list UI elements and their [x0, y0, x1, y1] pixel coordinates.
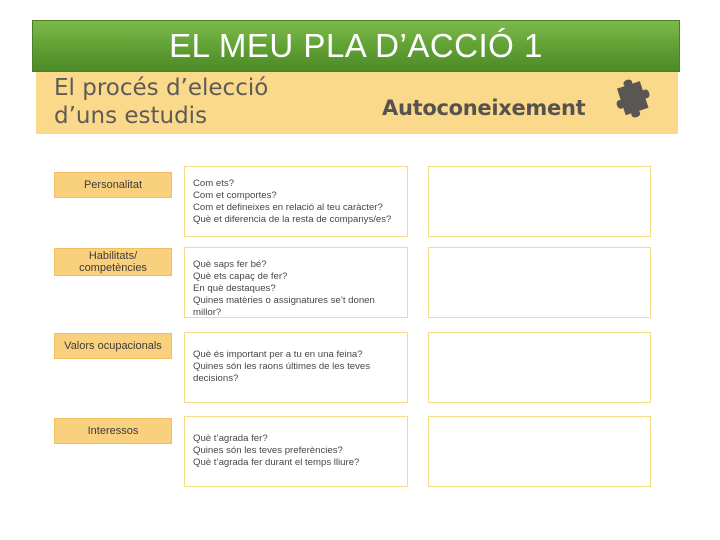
worksheet-title-line1: El procés d’elecció: [54, 75, 269, 101]
questions-valors: [184, 332, 408, 403]
question: Quines són les raons últimes de les teves: [193, 361, 371, 372]
label-personalitat: Personalitat: [54, 172, 172, 198]
puzzle-icon: [606, 76, 662, 128]
questions-personalitat: [184, 166, 408, 237]
question: En què destaques?: [193, 283, 276, 294]
label-habilitats-line2: competències: [79, 262, 147, 274]
worksheet-header: [36, 72, 678, 134]
answer-box-valors[interactable]: [428, 332, 651, 403]
question: Quines matèries o assignatures se’t donen: [193, 295, 375, 306]
question: millor?: [193, 307, 222, 318]
question: Què t’agrada fer durant el temps lliure?: [193, 457, 360, 468]
question: Quines són les teves preferències?: [193, 445, 343, 456]
questions-habilitats: [184, 247, 408, 318]
slide-title: EL MEU PLA D’ACCIÓ 1: [169, 27, 543, 64]
label-valors: Valors ocupacionals: [54, 333, 172, 359]
question: decisions?: [193, 373, 239, 384]
label-habilitats-line1: Habilitats/: [88, 250, 138, 262]
answer-box-interessos[interactable]: [428, 416, 651, 487]
question: Què ets capaç de fer?: [193, 271, 288, 282]
section-title: Autoconeixement: [382, 96, 586, 120]
question: Què és important per a tu en una feina?: [193, 349, 363, 360]
worksheet-title: [54, 74, 268, 130]
questions-interessos: [184, 416, 408, 487]
label-interessos: Interessos: [54, 418, 172, 444]
label-habilitats: [54, 248, 172, 276]
worksheet-title-line2: d’uns estudis: [54, 103, 208, 129]
question: Què et diferencia de la resta de companys/es?: [193, 214, 392, 225]
question: Com et defineixes en relació al teu caràcter?: [193, 202, 383, 213]
answer-box-habilitats[interactable]: [428, 247, 651, 318]
question: Com ets?: [193, 178, 235, 189]
answer-box-personalitat[interactable]: [428, 166, 651, 237]
question: Què saps fer bé?: [193, 259, 267, 270]
slide-title-bar: [32, 20, 680, 72]
question: Com et comportes?: [193, 190, 277, 201]
question: Què t’agrada fer?: [193, 433, 268, 444]
